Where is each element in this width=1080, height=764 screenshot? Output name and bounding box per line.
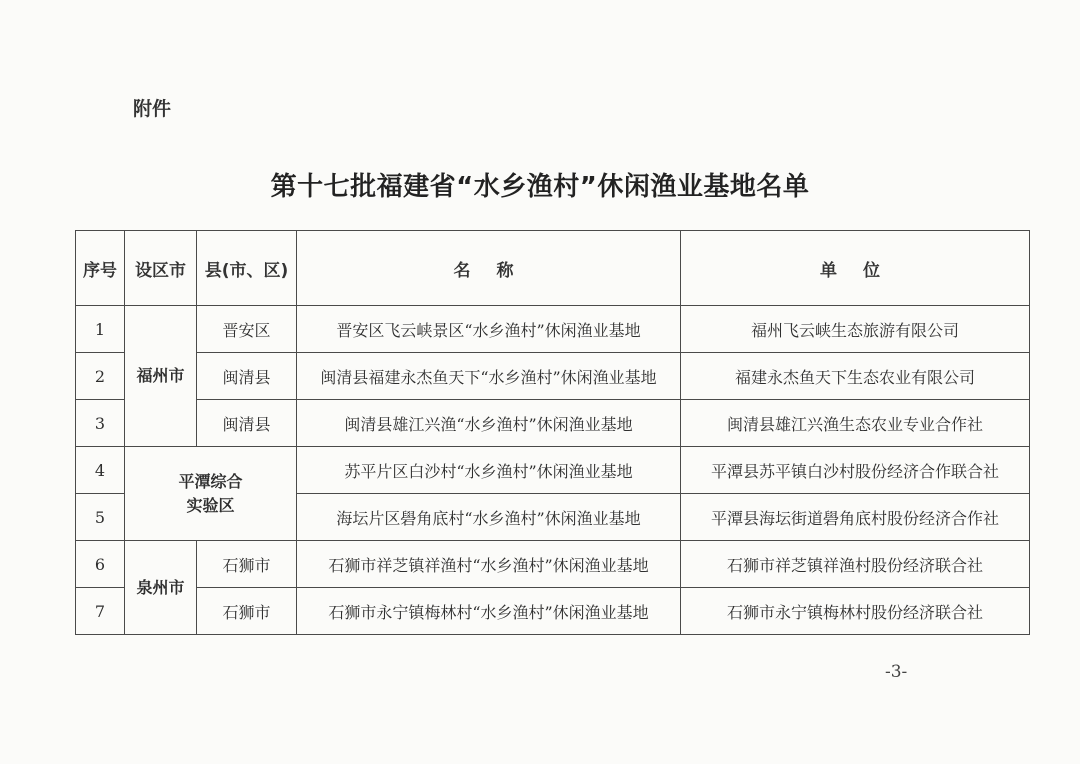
table-row: [76, 400, 1030, 447]
seq-cell: 1: [76, 306, 125, 353]
seq-cell: 7: [76, 588, 125, 635]
name-cell: 海坛片区礐角底村“水乡渔村”休闲渔业基地: [297, 494, 681, 541]
header-unit: 单 位: [681, 231, 1030, 306]
attachment-label: 附件: [133, 98, 172, 120]
city-cell-pingtan: [125, 447, 297, 541]
seq-cell: 3: [76, 400, 125, 447]
county-cell: 闽清县: [197, 400, 297, 447]
table-row: [76, 353, 1030, 400]
county-cell: 闽清县: [197, 353, 297, 400]
header-name: 名 称: [297, 231, 681, 306]
header-county: 县(市、区): [197, 231, 297, 306]
county-cell: 石狮市: [197, 541, 297, 588]
unit-cell: 石狮市永宁镇梅林村股份经济联合社: [681, 588, 1030, 635]
name-cell: 苏平片区白沙村“水乡渔村”休闲渔业基地: [297, 447, 681, 494]
unit-cell: 平潭县苏平镇白沙村股份经济合作联合社: [681, 447, 1030, 494]
table-row: [76, 541, 1030, 588]
name-cell: 石狮市祥芝镇祥渔村“水乡渔村”休闲渔业基地: [297, 541, 681, 588]
name-cell: 晋安区飞云峡景区“水乡渔村”休闲渔业基地: [297, 306, 681, 353]
unit-cell: 福建永杰鱼天下生态农业有限公司: [681, 353, 1030, 400]
unit-cell: 福州飞云峡生态旅游有限公司: [681, 306, 1030, 353]
page-number: -3-: [885, 662, 908, 682]
name-cell: 闽清县雄江兴渔“水乡渔村”休闲渔业基地: [297, 400, 681, 447]
seq-cell: 2: [76, 353, 125, 400]
unit-cell: 平潭县海坛街道礐角底村股份经济合作社: [681, 494, 1030, 541]
county-cell: 晋安区: [197, 306, 297, 353]
city-cell-fuzhou: 福州市: [125, 306, 197, 447]
city-cell-quanzhou: 泉州市: [125, 541, 197, 635]
unit-cell: 石狮市祥芝镇祥渔村股份经济联合社: [681, 541, 1030, 588]
county-cell: 石狮市: [197, 588, 297, 635]
table-row: [76, 306, 1030, 353]
table-header-row: [76, 231, 1030, 306]
base-list-table: [75, 230, 1030, 635]
city-pingtan-line2: 实验区: [186, 495, 235, 515]
name-cell: 石狮市永宁镇梅林村“水乡渔村”休闲渔业基地: [297, 588, 681, 635]
seq-cell: 4: [76, 447, 125, 494]
unit-cell: 闽清县雄江兴渔生态农业专业合作社: [681, 400, 1030, 447]
header-seq: 序号: [76, 231, 125, 306]
seq-cell: 5: [76, 494, 125, 541]
table-row: [76, 588, 1030, 635]
name-cell: 闽清县福建永杰鱼天下“水乡渔村”休闲渔业基地: [297, 353, 681, 400]
table-row: [76, 447, 1030, 494]
document-title: 第十七批福建省“水乡渔村”休闲渔业基地名单: [270, 172, 810, 202]
city-pingtan-line1: 平潭综合: [178, 471, 243, 491]
header-city: 设区市: [125, 231, 197, 306]
seq-cell: 6: [76, 541, 125, 588]
